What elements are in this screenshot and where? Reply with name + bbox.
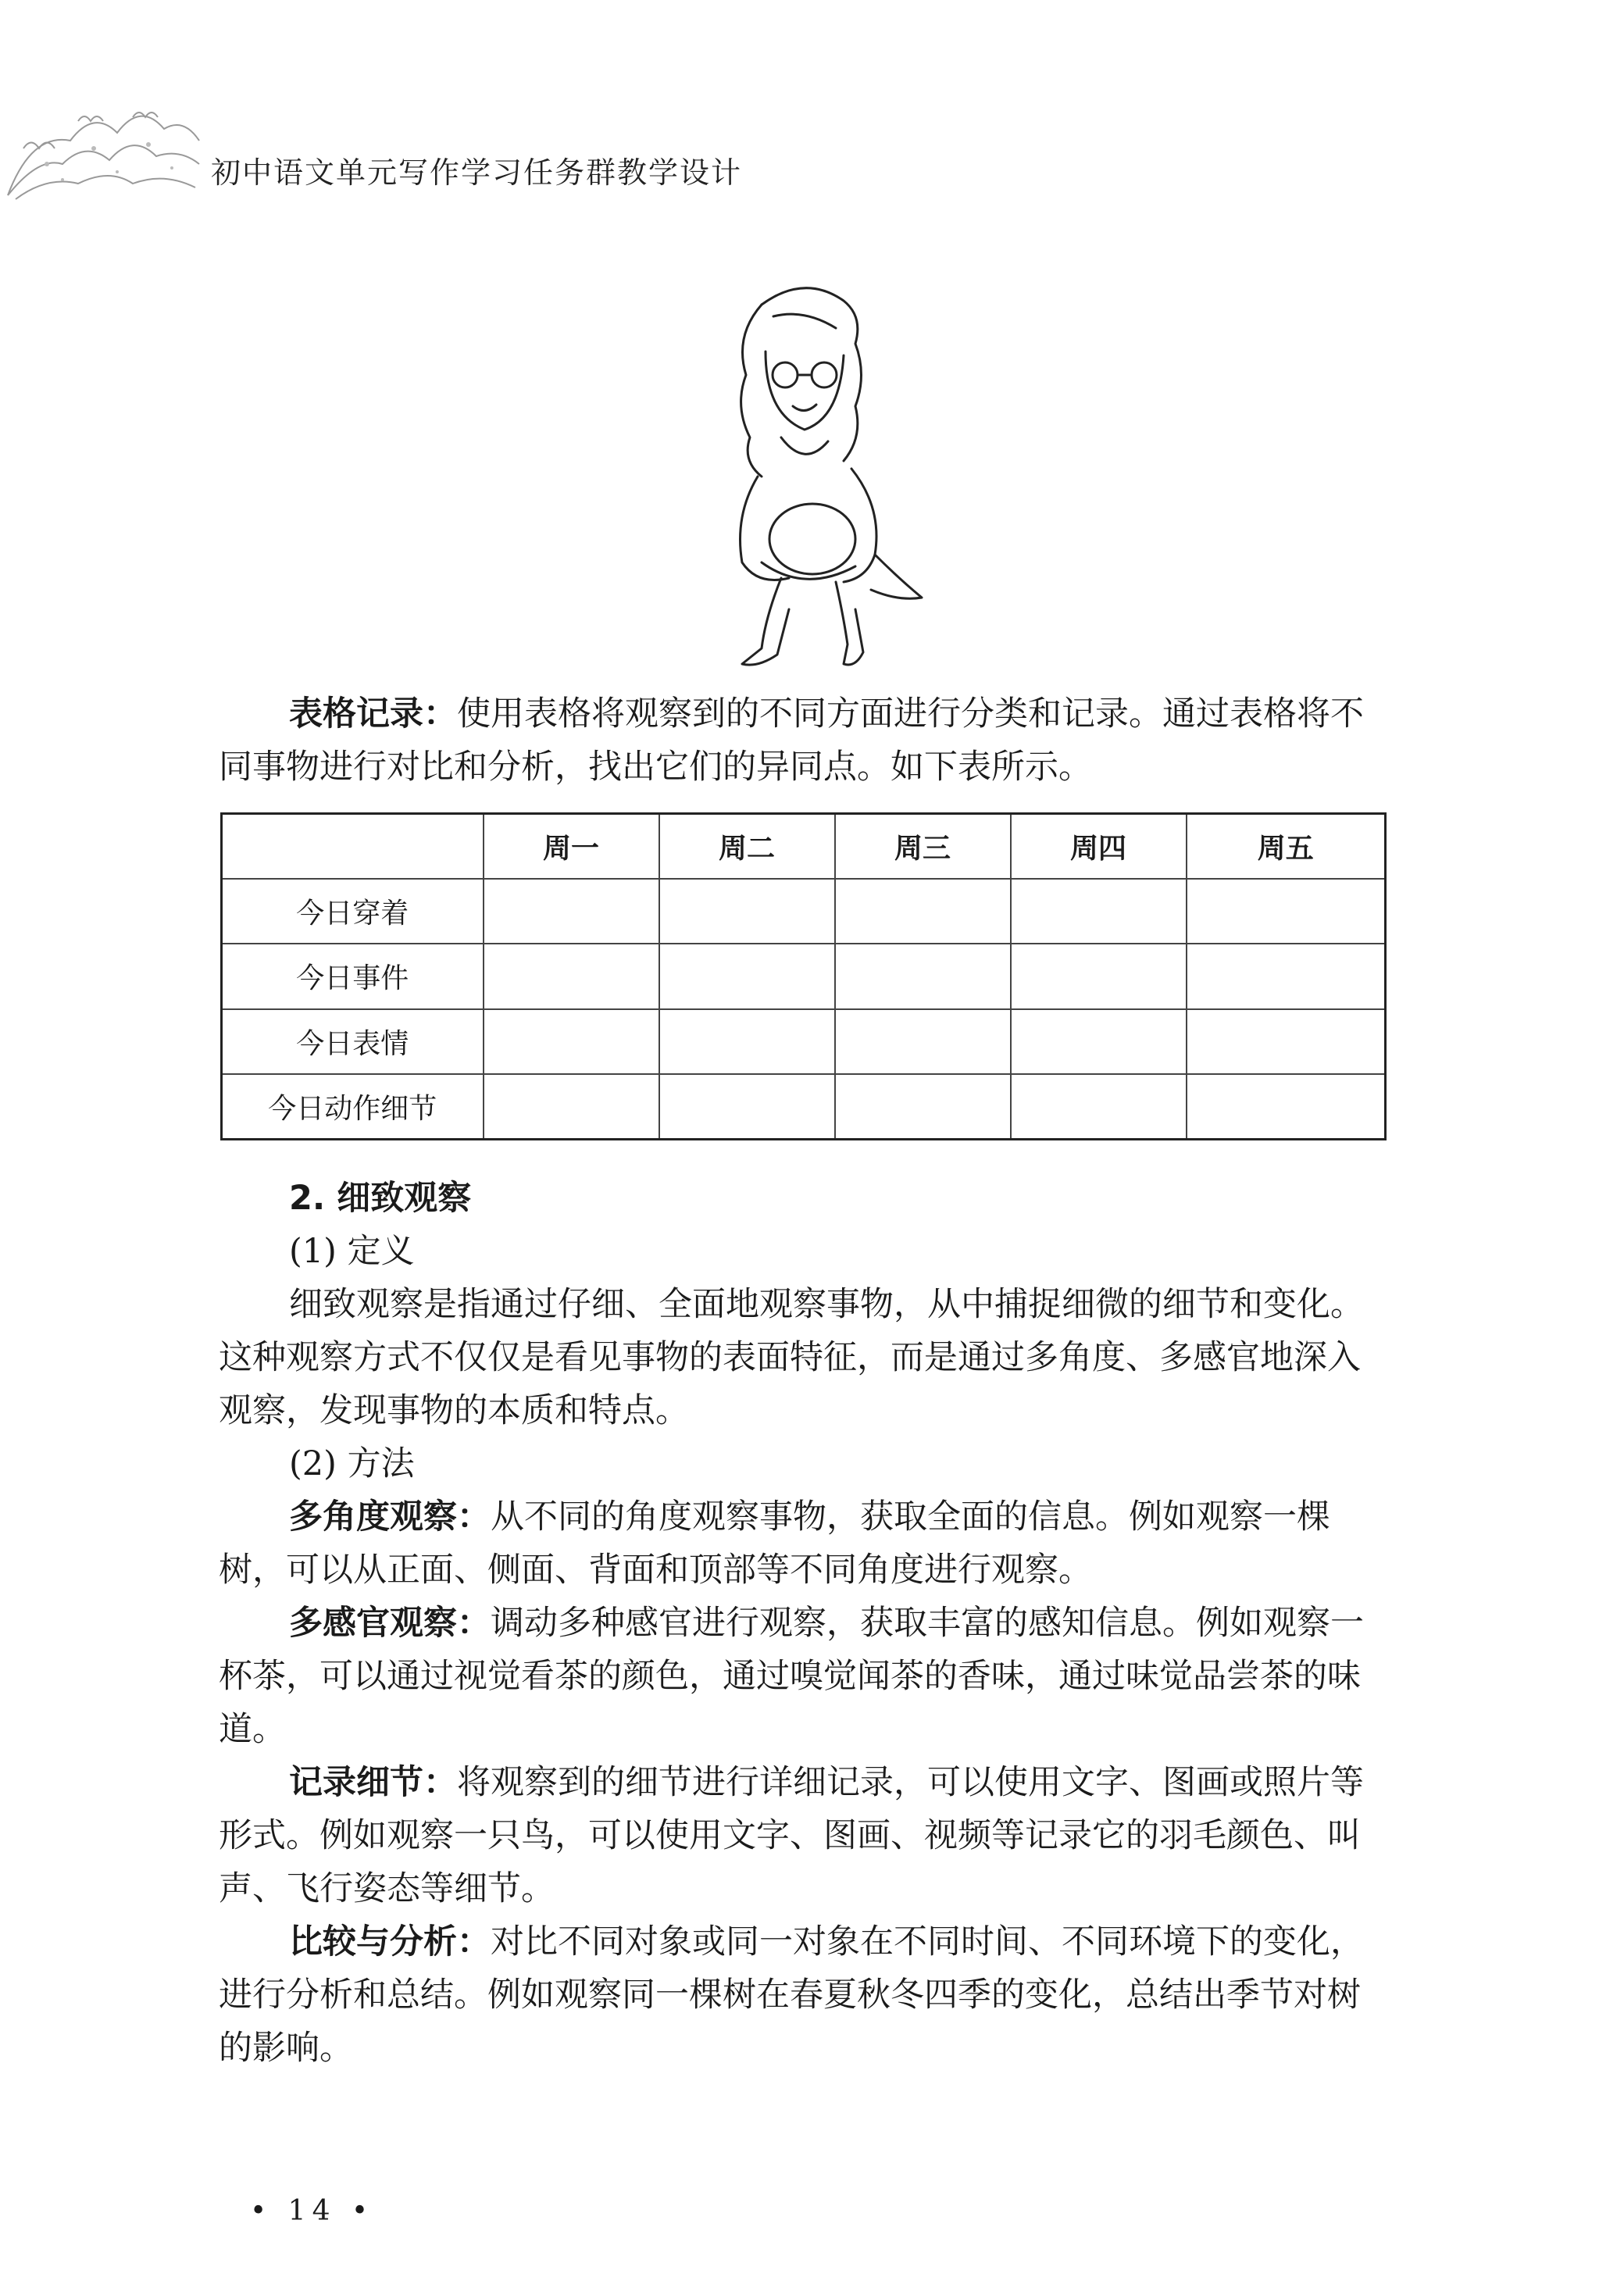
method-text: 从不同的角度观察事物，获取全面的信息。例如观察一棵树，可以从正面、侧面、背面和顶部等不同角度进行观察。 <box>219 1497 1330 1590</box>
running-header-title: 初中语文单元写作学习任务群教学设计 <box>211 155 743 190</box>
definition-text: 细致观察是指通过仔细、全面地观察事物，从中捕捉细微的细节和变化。这种观察方式不仅仅是看见事物的表面特征，而是通过多角度、多感官地深入观察，发现事物的本质和特点。 <box>219 1285 1364 1430</box>
table-cell <box>835 1074 1011 1140</box>
section-heading <box>219 1172 1383 1225</box>
method-label: 多感官观察： <box>289 1604 491 1643</box>
method-paragraph <box>219 1756 1383 1915</box>
table-cell <box>1187 1009 1386 1074</box>
method-text: 调动多种感官进行观察，获取丰富的感知信息。例如观察一杯茶，可以通过视觉看茶的颜色，通过嗅觉闻茶的香味，通过味觉品尝茶的味道。 <box>219 1604 1364 1749</box>
intro-label: 表格记录： <box>289 694 457 733</box>
page-number: • 14 • <box>250 2195 375 2227</box>
table-cell <box>659 1074 835 1140</box>
column-header: 周一 <box>484 814 659 880</box>
table-cell <box>659 944 835 1008</box>
method-text: 对比不同对象或同一对象在不同时间、不同环境下的变化，进行分析和总结。例如观察同一棵树在春夏秋冬四季的变化，总结出季节对树的影响。 <box>219 1922 1364 2068</box>
method-paragraph <box>219 1490 1383 1597</box>
table-cell <box>484 1009 659 1074</box>
subheading-definition-text: (1) 定义 <box>289 1232 415 1271</box>
method-text: 将观察到的细节进行详细记录，可以使用文字、图画或照片等形式。例如观察一只鸟，可以使用文字、图画、视频等记录它的羽毛颜色、叫声、飞行姿态等细节。 <box>219 1763 1364 1908</box>
table-cell <box>1011 944 1187 1008</box>
table-cell <box>659 879 835 944</box>
table-row <box>222 944 1386 1008</box>
table-cell <box>835 879 1011 944</box>
row-header: 今日穿着 <box>222 879 484 944</box>
table-cell <box>1011 879 1187 944</box>
method-label: 比较与分析： <box>289 1922 491 1961</box>
column-header: 周四 <box>1011 814 1187 880</box>
table-row <box>222 1009 1386 1074</box>
table-cell <box>484 879 659 944</box>
subheading-definition <box>219 1225 1383 1278</box>
intro-paragraph <box>219 687 1383 794</box>
table-header-row <box>222 814 1386 880</box>
definition-paragraph <box>219 1278 1383 1437</box>
row-header: 今日表情 <box>222 1009 484 1074</box>
table-cell <box>1187 1074 1386 1140</box>
observation-table <box>220 812 1387 1140</box>
column-header: 周五 <box>1187 814 1386 880</box>
column-header: 周二 <box>659 814 835 880</box>
table-cell <box>1187 879 1386 944</box>
table-cell <box>1011 1009 1187 1074</box>
method-label: 记录细节： <box>289 1763 457 1802</box>
girl-sitting-illustration-icon <box>687 281 945 672</box>
row-header: 今日动作细节 <box>222 1074 484 1140</box>
table-cell <box>835 944 1011 1008</box>
intro-text: 使用表格将观察到的不同方面进行分类和记录。通过表格将不同事物进行对比和分析，找出它们的异同点。如下表所示。 <box>219 694 1364 787</box>
method-paragraph <box>219 1597 1383 1756</box>
table-row <box>222 1074 1386 1140</box>
table-row <box>222 879 1386 944</box>
method-label: 多角度观察： <box>289 1497 491 1537</box>
table-cell <box>484 1074 659 1140</box>
row-header: 今日事件 <box>222 944 484 1008</box>
subheading-method-text: (2) 方法 <box>289 1444 415 1483</box>
table-cell <box>659 1009 835 1074</box>
table-cell <box>835 1009 1011 1074</box>
method-paragraph <box>219 1915 1383 2075</box>
table-corner-cell <box>222 814 484 880</box>
table-cell <box>1187 944 1386 1008</box>
column-header: 周三 <box>835 814 1011 880</box>
table-cell <box>1011 1074 1187 1140</box>
section-heading-text: 2. 细致观察 <box>289 1179 472 1218</box>
table-cell <box>484 944 659 1008</box>
wave-decoration-icon <box>0 86 203 203</box>
subheading-method <box>219 1437 1383 1490</box>
